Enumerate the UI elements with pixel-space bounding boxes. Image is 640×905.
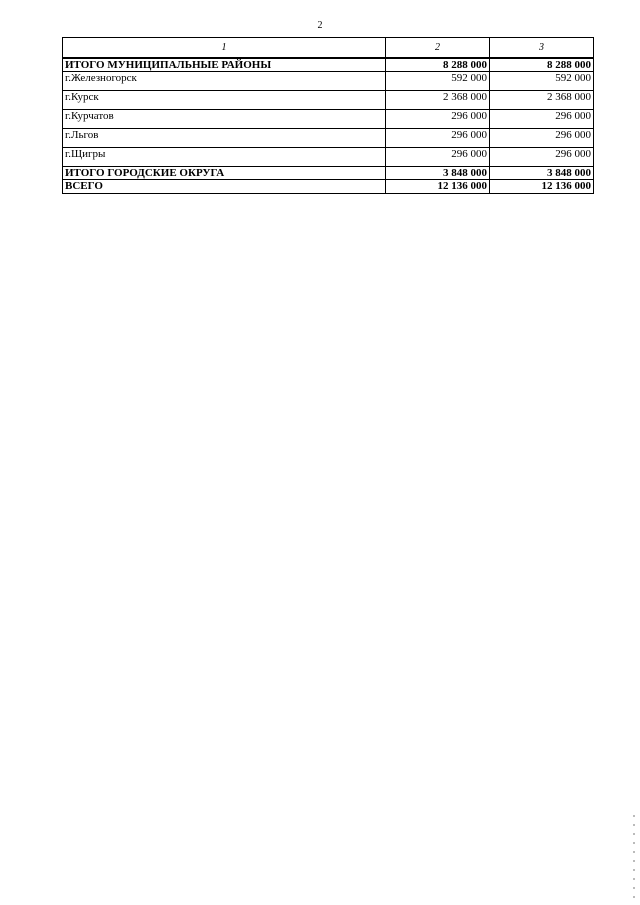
table-row: [63, 72, 594, 91]
row-value-col3: 2 368 000: [490, 91, 594, 110]
page-number: 2: [317, 20, 323, 31]
row-value-col2: 2 368 000: [386, 91, 490, 110]
table-row-total-municipal-districts: [63, 58, 594, 72]
row-value-col2: 3 848 000: [386, 167, 490, 180]
row-value-col3: 12 136 000: [490, 180, 594, 194]
scan-edge-marks: [633, 815, 635, 905]
row-name: ВСЕГО: [63, 180, 386, 194]
column-number-3: 3: [490, 38, 594, 59]
table-row: [63, 148, 594, 167]
row-name: ИТОГО МУНИЦИПАЛЬНЫЕ РАЙОНЫ: [63, 58, 386, 72]
row-value-col3: 592 000: [490, 72, 594, 91]
row-value-col2: 592 000: [386, 72, 490, 91]
column-number-2: 2: [386, 38, 490, 59]
row-name: г.Щигры: [63, 148, 386, 167]
table-row-total-city-districts: [63, 167, 594, 180]
row-value-col2: 296 000: [386, 129, 490, 148]
row-value-col3: 296 000: [490, 129, 594, 148]
column-number-1: 1: [63, 38, 386, 59]
row-value-col2: 12 136 000: [386, 180, 490, 194]
row-value-col2: 8 288 000: [386, 58, 490, 72]
table-row: [63, 91, 594, 110]
row-value-col3: 296 000: [490, 110, 594, 129]
table-row: [63, 129, 594, 148]
row-value-col2: 296 000: [386, 148, 490, 167]
table-row-grand-total: [63, 180, 594, 194]
row-value-col3: 3 848 000: [490, 167, 594, 180]
row-name: г.Курчатов: [63, 110, 386, 129]
row-value-col3: 8 288 000: [490, 58, 594, 72]
row-value-col2: 296 000: [386, 110, 490, 129]
row-name: г.Льгов: [63, 129, 386, 148]
table-row: [63, 110, 594, 129]
budget-table: [62, 37, 594, 194]
row-value-col3: 296 000: [490, 148, 594, 167]
table-header-row: [63, 38, 594, 59]
row-name: ИТОГО ГОРОДСКИЕ ОКРУГА: [63, 167, 386, 180]
row-name: г.Курск: [63, 91, 386, 110]
row-name: г.Железногорск: [63, 72, 386, 91]
